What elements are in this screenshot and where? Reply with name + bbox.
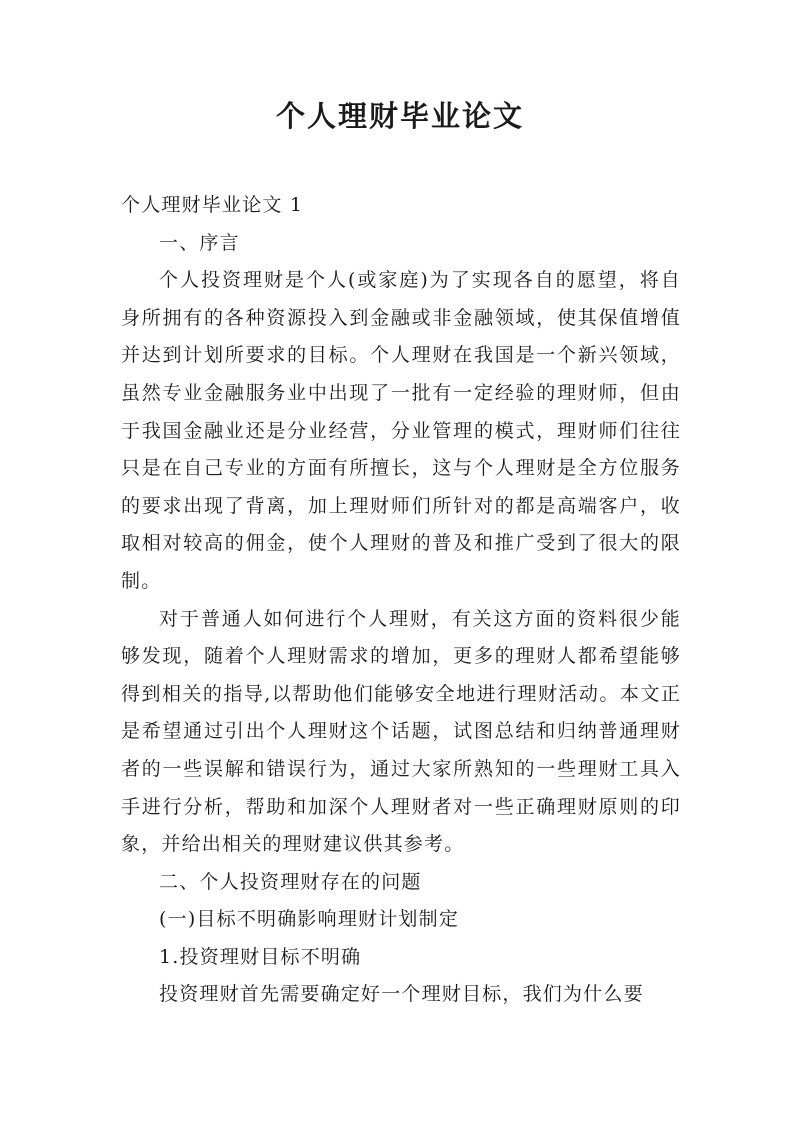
document-title: 个人理财毕业论文 (275, 99, 524, 133)
document-subtitle: 个人理财毕业论文 1 (121, 194, 304, 216)
paragraph-goal-setting: 投资理财首先需要确定好一个理财目标，我们为什么要 (159, 983, 644, 1006)
section-heading-problems: 二、个人投资理财存在的问题 (159, 870, 422, 893)
paragraph-purpose: 对于普通人如何进行个人理财，有关这方面的资料很少能够发现，随着个人理财需求的增加，更多的理财人都希望能够得到相关的指导,以帮助他们能够安全地进行理财活动。本文正是希望通过引出个人理财这个话题，试图总结和归纳普通理财者的一些误解和错误行为，通过大家所熟知的一些理财工具入手进行分析，帮助和加深个人理财者对一些正确理财原则的印象，并给出相关的理财建议供其参考。 (121, 607, 681, 856)
paragraph-definition: 个人投资理财是个人(或家庭)为了实现各自的愿望，将自身所拥有的各种资源投入到金融或非金融领域，使其保值增值并达到计划所要求的目标。个人理财在我国是一个新兴领域，虽然专业金融服务业中出现了一批有一定经验的理财师，但由于我国金融业还是分业经营，分业管理的模式，理财师们往往只是在自己专业的方面有所擅长，这与个人理财是全方位服务的要求出现了背离，加上理财师们所针对的都是高端客户，收取相对较高的佣金，使个人理财的普及和推广受到了很大的限制。 (121, 269, 681, 592)
section-heading-preface: 一、序言 (159, 231, 240, 254)
subsection-heading-goals: (一)目标不明确影响理财计划制定 (159, 908, 460, 931)
document-body (121, 187, 681, 1014)
item-heading-unclear-goals: 1.投资理财目标不明确 (159, 945, 362, 968)
